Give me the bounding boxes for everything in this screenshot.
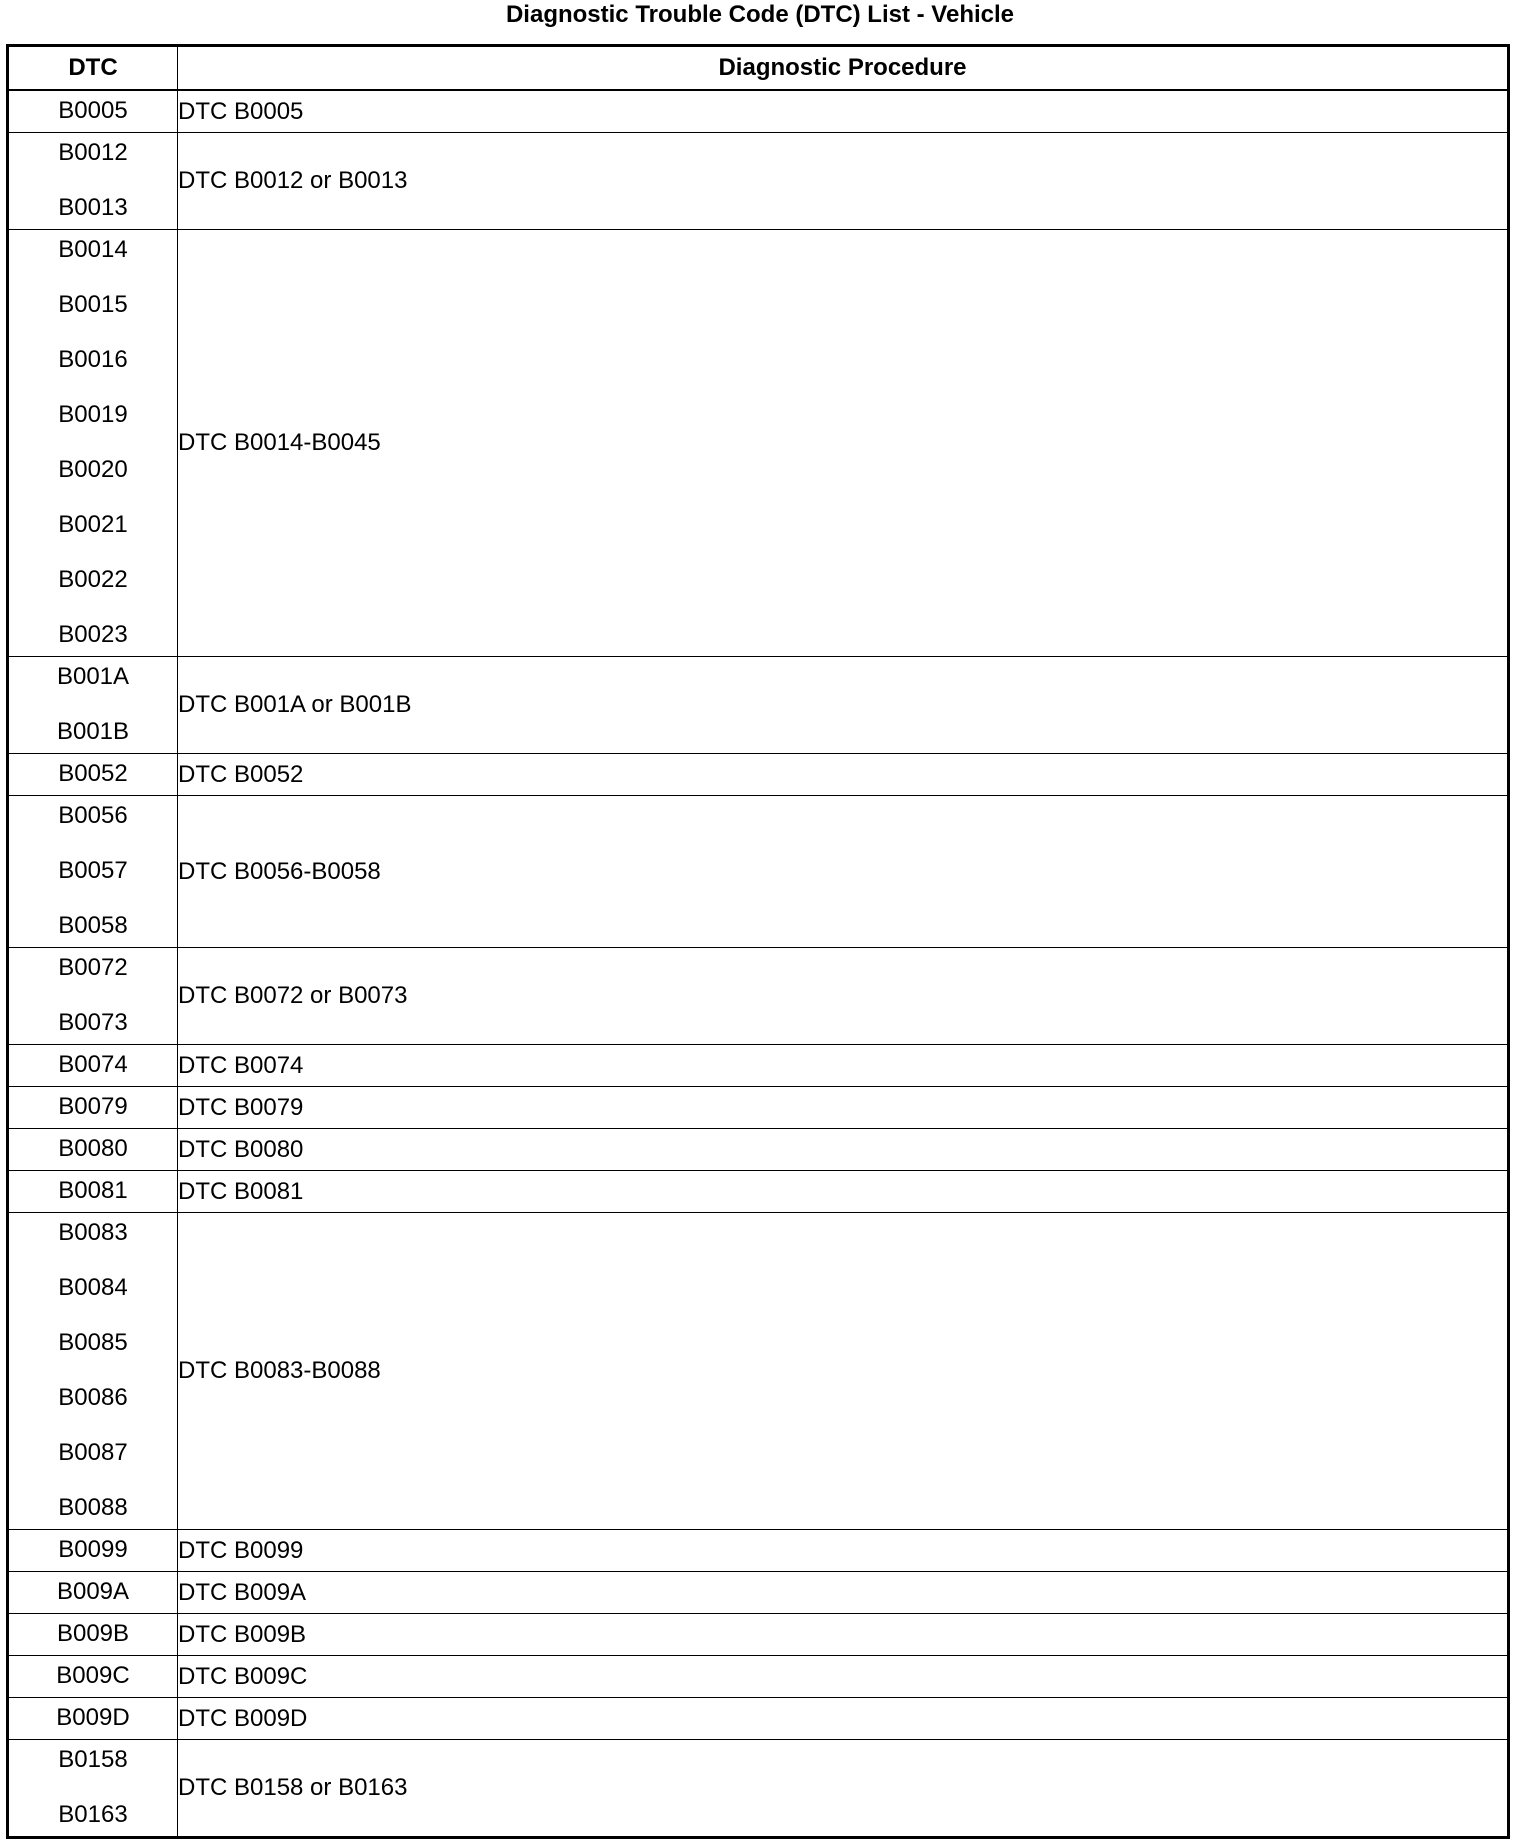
table-row [8,1698,1509,1740]
table-row [8,1530,1509,1572]
dtc-code: B009C [56,1662,130,1689]
diagnostic-procedure-cell: DTC B0081 [178,1171,1509,1213]
dtc-code: B0084 [58,1274,128,1301]
diagnostic-procedure-cell: DTC B009D [178,1698,1509,1740]
dtc-code: B0005 [58,97,128,124]
table-body [8,90,1509,1838]
dtc-code: B001B [56,718,130,745]
dtc-code: B0085 [58,1329,128,1356]
dtc-code-cell [8,1740,178,1838]
dtc-code-cell [8,1171,178,1213]
dtc-code-cell [8,1698,178,1740]
diagnostic-procedure-cell: DTC B0012 or B0013 [178,133,1509,230]
dtc-code-cell [8,1087,178,1129]
dtc-code: B0073 [58,1009,128,1036]
dtc-code: B009D [56,1704,130,1731]
table-row [8,1740,1509,1838]
table-row [8,948,1509,1045]
diagnostic-procedure-cell: DTC B0072 or B0073 [178,948,1509,1045]
dtc-code: B0016 [58,346,128,373]
dtc-code: B0057 [58,857,128,884]
dtc-code: B0099 [58,1536,128,1563]
dtc-code-cell [8,1572,178,1614]
dtc-code-cell [8,754,178,796]
diagnostic-procedure-cell: DTC B0014-B0045 [178,230,1509,657]
dtc-code: B0021 [58,511,128,538]
dtc-code: B0083 [58,1219,128,1246]
dtc-table [6,44,1510,1839]
dtc-code: B0163 [58,1801,128,1828]
dtc-code: B001A [56,663,130,690]
table-row [8,1045,1509,1087]
dtc-code: B0020 [58,456,128,483]
dtc-code-cell [8,948,178,1045]
dtc-code: B009B [56,1620,130,1647]
dtc-code: B0022 [58,566,128,593]
dtc-code: B0074 [58,1051,128,1078]
dtc-code: B0015 [58,291,128,318]
column-header-dtc: DTC [8,46,178,91]
diagnostic-procedure-cell: DTC B0080 [178,1129,1509,1171]
table-row [8,1171,1509,1213]
diagnostic-procedure-cell: DTC B009C [178,1656,1509,1698]
table-row [8,1213,1509,1530]
dtc-code-cell [8,1614,178,1656]
table-row [8,657,1509,754]
diagnostic-procedure-cell: DTC B0158 or B0163 [178,1740,1509,1838]
diagnostic-procedure-cell: DTC B0083-B0088 [178,1213,1509,1530]
diagnostic-procedure-cell: DTC B001A or B001B [178,657,1509,754]
dtc-code: B0012 [58,139,128,166]
dtc-code-cell [8,796,178,948]
diagnostic-procedure-cell: DTC B0052 [178,754,1509,796]
diagnostic-procedure-cell: DTC B009B [178,1614,1509,1656]
page-title: Diagnostic Trouble Code (DTC) List - Vehicle [505,1,1015,28]
diagnostic-procedure-cell: DTC B009A [178,1572,1509,1614]
diagnostic-procedure-cell: DTC B0005 [178,90,1509,133]
table-row [8,1129,1509,1171]
diagnostic-procedure-cell: DTC B0079 [178,1087,1509,1129]
dtc-code-cell [8,1656,178,1698]
dtc-code-cell [8,230,178,657]
dtc-code-cell [8,90,178,133]
table-row [8,1614,1509,1656]
diagnostic-procedure-cell: DTC B0074 [178,1045,1509,1087]
table-row [8,133,1509,230]
diagnostic-procedure-cell: DTC B0056-B0058 [178,796,1509,948]
dtc-code: B0080 [58,1135,128,1162]
dtc-code: B0072 [58,954,128,981]
dtc-code: B0019 [58,401,128,428]
table-row [8,796,1509,948]
table-row [8,90,1509,133]
column-header-procedure: Diagnostic Procedure [178,46,1509,91]
dtc-code-cell [8,1530,178,1572]
dtc-code-cell [8,1213,178,1530]
dtc-code: B0023 [58,621,128,648]
dtc-code: B0158 [58,1746,128,1773]
dtc-code-cell [8,1129,178,1171]
dtc-code-cell [8,657,178,754]
table-header-row [8,46,1509,91]
diagnostic-procedure-cell: DTC B0099 [178,1530,1509,1572]
table-row [8,1572,1509,1614]
dtc-code: B0081 [58,1177,128,1204]
table-row [8,230,1509,657]
dtc-code: B0056 [58,802,128,829]
dtc-code: B009A [56,1578,130,1605]
table-row [8,1087,1509,1129]
dtc-code: B0013 [58,194,128,221]
table-row [8,754,1509,796]
dtc-code: B0088 [58,1494,128,1521]
dtc-code: B0014 [58,236,128,263]
table-row [8,1656,1509,1698]
dtc-code: B0087 [58,1439,128,1466]
dtc-code: B0058 [58,912,128,939]
dtc-code-cell [8,1045,178,1087]
dtc-code: B0052 [58,760,128,787]
dtc-code: B0086 [58,1384,128,1411]
dtc-code-cell [8,133,178,230]
dtc-code: B0079 [58,1093,128,1120]
